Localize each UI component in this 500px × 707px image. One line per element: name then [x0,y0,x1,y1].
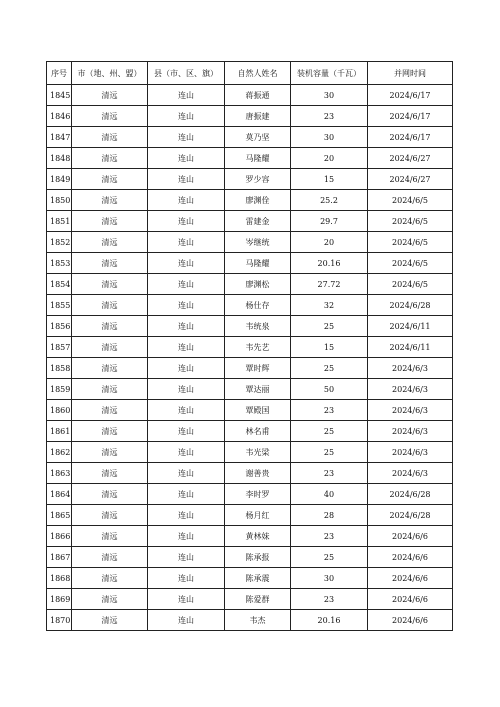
table-row [47,547,453,568]
cell-county: 连山 [148,127,225,148]
cell-county: 连山 [148,274,225,295]
cell-city: 清远 [72,337,148,358]
cell-capacity: 23 [291,106,368,127]
cell-seq: 1845 [47,85,72,106]
cell-person-name: 谢善贵 [225,463,291,484]
cell-seq: 1856 [47,316,72,337]
table-row [47,484,453,505]
table-row [47,505,453,526]
table-row [47,400,453,421]
cell-capacity: 20 [291,148,368,169]
cell-city: 清远 [72,484,148,505]
table-row [47,148,453,169]
cell-city: 清远 [72,295,148,316]
cell-city: 清远 [72,211,148,232]
cell-seq: 1846 [47,106,72,127]
cell-seq: 1851 [47,211,72,232]
table-row [47,589,453,610]
cell-grid-date: 2024/6/3 [368,400,453,421]
cell-seq: 1860 [47,400,72,421]
cell-capacity: 29.7 [291,211,368,232]
cell-capacity: 32 [291,295,368,316]
cell-grid-date: 2024/6/5 [368,253,453,274]
cell-grid-date: 2024/6/11 [368,337,453,358]
document-page [46,61,452,631]
cell-person-name: 马隆耀 [225,148,291,169]
cell-capacity: 30 [291,85,368,106]
cell-seq: 1853 [47,253,72,274]
cell-capacity: 23 [291,463,368,484]
cell-person-name: 陈承报 [225,547,291,568]
cell-seq: 1858 [47,358,72,379]
cell-grid-date: 2024/6/17 [368,85,453,106]
table-row [47,568,453,589]
header-seq: 序号 [47,62,72,85]
cell-capacity: 28 [291,505,368,526]
cell-county: 连山 [148,337,225,358]
cell-county: 连山 [148,169,225,190]
cell-person-name: 覃时辉 [225,358,291,379]
table-row [47,442,453,463]
cell-grid-date: 2024/6/11 [368,316,453,337]
cell-city: 清远 [72,589,148,610]
cell-city: 清远 [72,106,148,127]
cell-county: 连山 [148,421,225,442]
table-row [47,169,453,190]
cell-county: 连山 [148,253,225,274]
table-row [47,421,453,442]
cell-person-name: 雷建金 [225,211,291,232]
table-row [47,106,453,127]
cell-grid-date: 2024/6/5 [368,274,453,295]
cell-person-name: 罗少容 [225,169,291,190]
table-row [47,85,453,106]
cell-person-name: 覃达丽 [225,379,291,400]
cell-seq: 1862 [47,442,72,463]
cell-county: 连山 [148,358,225,379]
table-row [47,610,453,631]
cell-city: 清远 [72,400,148,421]
table-row [47,253,453,274]
cell-capacity: 20 [291,232,368,253]
cell-person-name: 杨月红 [225,505,291,526]
cell-person-name: 陈承震 [225,568,291,589]
header-county: 县（市、区、旗） [148,62,225,85]
cell-county: 连山 [148,232,225,253]
cell-seq: 1848 [47,148,72,169]
cell-city: 清远 [72,421,148,442]
cell-grid-date: 2024/6/27 [368,169,453,190]
header-person-name: 自然人姓名 [225,62,291,85]
cell-capacity: 25 [291,442,368,463]
table-row [47,379,453,400]
cell-person-name: 林名甫 [225,421,291,442]
table-row [47,127,453,148]
table-row [47,211,453,232]
cell-city: 清远 [72,253,148,274]
cell-capacity: 27.72 [291,274,368,295]
cell-grid-date: 2024/6/5 [368,190,453,211]
grid-connection-table [46,61,453,631]
cell-person-name: 韦光梁 [225,442,291,463]
table-row [47,526,453,547]
cell-person-name: 韦杰 [225,610,291,631]
cell-grid-date: 2024/6/28 [368,505,453,526]
cell-grid-date: 2024/6/17 [368,127,453,148]
cell-grid-date: 2024/6/27 [368,148,453,169]
cell-person-name: 杨仕存 [225,295,291,316]
table-row [47,337,453,358]
cell-grid-date: 2024/6/3 [368,379,453,400]
cell-city: 清远 [72,547,148,568]
cell-county: 连山 [148,547,225,568]
cell-person-name: 廖渊佺 [225,190,291,211]
cell-seq: 1861 [47,421,72,442]
table-row [47,316,453,337]
cell-county: 连山 [148,85,225,106]
cell-county: 连山 [148,484,225,505]
cell-seq: 1868 [47,568,72,589]
cell-capacity: 50 [291,379,368,400]
cell-capacity: 25.2 [291,190,368,211]
cell-grid-date: 2024/6/6 [368,568,453,589]
cell-grid-date: 2024/6/6 [368,526,453,547]
cell-county: 连山 [148,400,225,421]
cell-grid-date: 2024/6/5 [368,232,453,253]
cell-seq: 1849 [47,169,72,190]
cell-county: 连山 [148,442,225,463]
cell-county: 连山 [148,148,225,169]
cell-grid-date: 2024/6/3 [368,442,453,463]
cell-grid-date: 2024/6/6 [368,610,453,631]
header-capacity: 装机容量（千瓦） [291,62,368,85]
cell-grid-date: 2024/6/28 [368,484,453,505]
cell-seq: 1863 [47,463,72,484]
cell-city: 清远 [72,190,148,211]
cell-county: 连山 [148,295,225,316]
table-row [47,463,453,484]
table-header-row [47,62,453,85]
cell-county: 连山 [148,610,225,631]
cell-city: 清远 [72,85,148,106]
cell-county: 连山 [148,463,225,484]
cell-grid-date: 2024/6/3 [368,421,453,442]
cell-county: 连山 [148,589,225,610]
cell-city: 清远 [72,379,148,400]
cell-county: 连山 [148,190,225,211]
cell-city: 清远 [72,127,148,148]
cell-person-name: 陈爱群 [225,589,291,610]
cell-capacity: 25 [291,358,368,379]
cell-county: 连山 [148,526,225,547]
cell-grid-date: 2024/6/5 [368,211,453,232]
cell-person-name: 李时罗 [225,484,291,505]
cell-capacity: 25 [291,421,368,442]
cell-capacity: 30 [291,568,368,589]
cell-grid-date: 2024/6/17 [368,106,453,127]
cell-grid-date: 2024/6/3 [368,358,453,379]
cell-seq: 1854 [47,274,72,295]
table-row [47,295,453,316]
cell-city: 清远 [72,526,148,547]
cell-seq: 1859 [47,379,72,400]
cell-person-name: 蒋振通 [225,85,291,106]
cell-capacity: 23 [291,589,368,610]
cell-person-name: 廖渊松 [225,274,291,295]
cell-capacity: 25 [291,547,368,568]
cell-county: 连山 [148,211,225,232]
cell-capacity: 30 [291,127,368,148]
cell-seq: 1870 [47,610,72,631]
header-city: 市（地、州、盟） [72,62,148,85]
cell-county: 连山 [148,379,225,400]
cell-city: 清远 [72,568,148,589]
cell-capacity: 15 [291,169,368,190]
cell-person-name: 岑继统 [225,232,291,253]
cell-person-name: 韦统泉 [225,316,291,337]
cell-county: 连山 [148,316,225,337]
cell-capacity: 25 [291,316,368,337]
cell-city: 清远 [72,148,148,169]
cell-person-name: 莫乃坚 [225,127,291,148]
table-row [47,232,453,253]
table-row [47,190,453,211]
cell-seq: 1855 [47,295,72,316]
cell-city: 清远 [72,463,148,484]
cell-person-name: 韦先艺 [225,337,291,358]
cell-capacity: 15 [291,337,368,358]
cell-person-name: 马隆耀 [225,253,291,274]
cell-city: 清远 [72,274,148,295]
cell-person-name: 覃殿国 [225,400,291,421]
cell-seq: 1864 [47,484,72,505]
cell-grid-date: 2024/6/6 [368,589,453,610]
cell-city: 清远 [72,316,148,337]
cell-grid-date: 2024/6/3 [368,463,453,484]
cell-seq: 1850 [47,190,72,211]
cell-county: 连山 [148,505,225,526]
cell-city: 清远 [72,169,148,190]
cell-capacity: 40 [291,484,368,505]
cell-person-name: 唐振建 [225,106,291,127]
cell-county: 连山 [148,106,225,127]
table-row [47,358,453,379]
cell-capacity: 23 [291,526,368,547]
table-row [47,274,453,295]
cell-seq: 1865 [47,505,72,526]
cell-grid-date: 2024/6/28 [368,295,453,316]
cell-county: 连山 [148,568,225,589]
cell-seq: 1867 [47,547,72,568]
cell-person-name: 黄林妹 [225,526,291,547]
cell-seq: 1857 [47,337,72,358]
cell-city: 清远 [72,442,148,463]
cell-seq: 1869 [47,589,72,610]
cell-city: 清远 [72,610,148,631]
cell-city: 清远 [72,505,148,526]
cell-capacity: 20.16 [291,253,368,274]
cell-capacity: 23 [291,400,368,421]
cell-seq: 1866 [47,526,72,547]
cell-city: 清远 [72,232,148,253]
header-grid-date: 并网时间 [368,62,453,85]
cell-grid-date: 2024/6/6 [368,547,453,568]
cell-city: 清远 [72,358,148,379]
cell-seq: 1852 [47,232,72,253]
cell-capacity: 20.16 [291,610,368,631]
table-body [47,85,453,631]
cell-seq: 1847 [47,127,72,148]
